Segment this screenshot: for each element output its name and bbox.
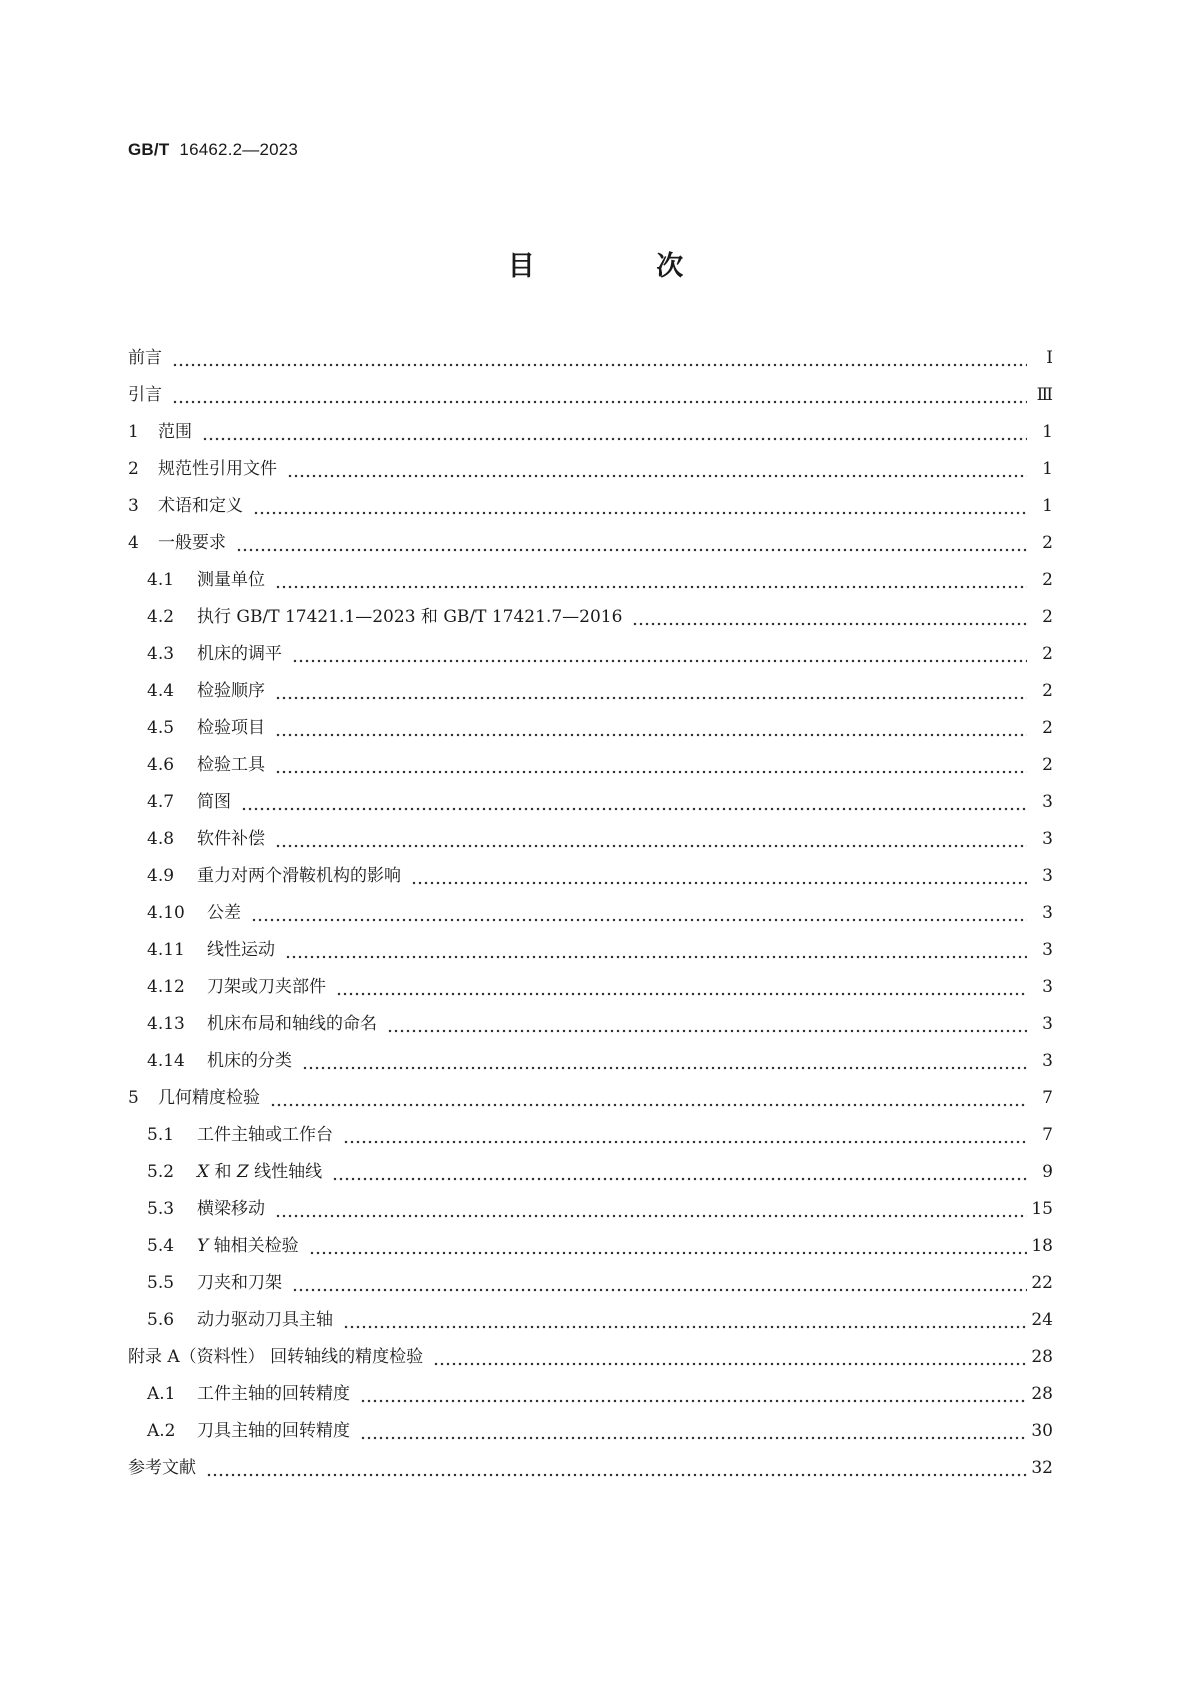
toc-entry[interactable] — [128, 969, 1053, 1006]
toc-entry-label: 动力驱动刀具主轴 — [197, 1310, 333, 1330]
toc-entry[interactable] — [128, 488, 1053, 525]
toc-entry-number: 4.4 — [147, 681, 175, 701]
dot-leader — [275, 1191, 1027, 1228]
toc-entry-page: 3 — [1042, 903, 1053, 923]
toc-entry[interactable] — [128, 858, 1053, 895]
toc-entry-label: 规范性引用文件 — [158, 459, 277, 479]
toc-entry-page: 1 — [1042, 496, 1053, 516]
dot-leader — [275, 747, 1027, 784]
dot-leader — [285, 932, 1027, 969]
toc-entry-label: 公差 — [207, 903, 241, 923]
dot-leader — [236, 525, 1027, 562]
dot-leader — [172, 377, 1027, 414]
toc-entry-label: 软件补偿 — [197, 829, 265, 849]
toc-entry[interactable] — [128, 784, 1053, 821]
toc-entry-page: 28 — [1031, 1384, 1053, 1404]
toc-entry-number: 4.10 — [147, 903, 185, 923]
toc-entry-number: 5.6 — [147, 1310, 175, 1330]
toc-entry[interactable] — [128, 1265, 1053, 1302]
dot-leader — [309, 1228, 1027, 1265]
dot-leader — [270, 1080, 1027, 1117]
toc-entry-label: 几何精度检验 — [158, 1088, 260, 1108]
toc-entry[interactable] — [128, 451, 1053, 488]
toc-entry-label: 刀夹和刀架 — [197, 1273, 282, 1293]
toc-entry-number: 4.6 — [147, 755, 175, 775]
dot-leader — [632, 599, 1027, 636]
toc-entry-page: 32 — [1031, 1458, 1053, 1478]
toc-entry-label: 附录 A（资料性） 回转轴线的精度检验 — [128, 1347, 424, 1367]
toc-entry[interactable] — [128, 1228, 1053, 1265]
toc-entry-label: 工件主轴或工作台 — [197, 1125, 333, 1145]
toc-entry-page: 2 — [1042, 681, 1053, 701]
toc-entry-page: 30 — [1031, 1421, 1053, 1441]
toc-entry[interactable] — [128, 710, 1053, 747]
toc-entry-label: 刀架或刀夹部件 — [207, 977, 326, 997]
toc-entry-number: 5.4 — [147, 1236, 175, 1256]
toc-entry-label: 检验顺序 — [197, 681, 265, 701]
toc-entry[interactable] — [128, 340, 1053, 377]
toc-entry-page: 2 — [1042, 533, 1053, 553]
toc-entry-page: 3 — [1042, 940, 1053, 960]
toc-entry[interactable] — [128, 636, 1053, 673]
toc-entry-page: 3 — [1042, 1051, 1053, 1071]
toc-entry-number: 4 — [128, 533, 139, 553]
toc-entry-number: 5.5 — [147, 1273, 175, 1293]
toc-entry-label: 线性运动 — [207, 940, 275, 960]
toc-entry-page: 24 — [1031, 1310, 1053, 1330]
toc-entry-page: 2 — [1042, 570, 1053, 590]
toc-entry-page: 2 — [1042, 607, 1053, 627]
toc-entry-number: 4.11 — [147, 940, 185, 960]
toc-entry-number: A.1 — [147, 1384, 176, 1404]
toc-entry-page: 7 — [1042, 1125, 1053, 1145]
dot-leader — [360, 1413, 1027, 1450]
toc-entry-label: 范围 — [158, 422, 192, 442]
toc-entry-number: 4.13 — [147, 1014, 185, 1034]
dot-leader — [253, 488, 1027, 525]
dot-leader — [287, 451, 1027, 488]
toc-entry-number: 4.7 — [147, 792, 175, 812]
toc-entry-number: 5.3 — [147, 1199, 175, 1219]
toc-entry-number: 4.2 — [147, 607, 175, 627]
toc-entry-page: 15 — [1031, 1199, 1053, 1219]
toc-entry-number: 5.1 — [147, 1125, 175, 1145]
dot-leader — [360, 1376, 1027, 1413]
toc-entry[interactable] — [128, 377, 1053, 414]
dot-leader — [387, 1006, 1027, 1043]
toc-entry[interactable] — [128, 1117, 1053, 1154]
toc-entry[interactable] — [128, 821, 1053, 858]
toc-entry[interactable] — [128, 1376, 1053, 1413]
toc-entry-label: 前言 — [128, 348, 162, 368]
toc-entry-page: 1 — [1042, 422, 1053, 442]
toc-entry-page: 7 — [1042, 1088, 1053, 1108]
standard-number: 16462.2—2023 — [179, 140, 299, 159]
dot-leader — [292, 1265, 1027, 1302]
toc-entry-label: 参考文献 — [128, 1458, 196, 1478]
toc-entry[interactable] — [128, 1080, 1053, 1117]
toc-entry-page: 28 — [1031, 1347, 1053, 1367]
toc-entry-label: 执行 GB/T 17421.1—2023 和 GB/T 17421.7—2016 — [197, 607, 623, 627]
toc-entry-page: 1 — [1042, 459, 1053, 479]
toc-entry[interactable] — [128, 1043, 1053, 1080]
toc-entry[interactable] — [128, 673, 1053, 710]
toc-entry-page: 3 — [1042, 977, 1053, 997]
toc-entry-page: 22 — [1031, 1273, 1053, 1293]
toc-entry[interactable] — [128, 1006, 1053, 1043]
toc-entry[interactable] — [128, 1302, 1053, 1339]
toc-entry-page: 2 — [1042, 644, 1053, 664]
toc-entry-label: 检验项目 — [197, 718, 265, 738]
toc-entry-number: 4.8 — [147, 829, 175, 849]
toc-entry-label: 术语和定义 — [158, 496, 243, 516]
toc-entry-page: 9 — [1042, 1162, 1053, 1182]
toc-entry-label: 测量单位 — [197, 570, 265, 590]
toc-entry-number: 3 — [128, 496, 139, 516]
toc-entry-label: 机床布局和轴线的命名 — [207, 1014, 377, 1034]
toc-entry-number: 1 — [128, 422, 139, 442]
dot-leader — [241, 784, 1027, 821]
dot-leader — [292, 636, 1027, 673]
toc-entry-label: 检验工具 — [197, 755, 265, 775]
toc-entry-label: X 和 Z 线性轴线 — [197, 1162, 323, 1182]
dot-leader — [172, 340, 1027, 377]
toc-title: 目 次 — [507, 251, 740, 282]
toc-entry[interactable] — [128, 932, 1053, 969]
dot-leader — [275, 821, 1027, 858]
toc-entry-number: 4.9 — [147, 866, 175, 886]
toc-entry-page: 3 — [1042, 1014, 1053, 1034]
dot-leader — [275, 673, 1027, 710]
dot-leader — [206, 1450, 1027, 1487]
toc-entry-label: 一般要求 — [158, 533, 226, 553]
toc-entry-page: 3 — [1042, 792, 1053, 812]
toc-entry-label: Y 轴相关检验 — [197, 1236, 299, 1256]
toc-entry[interactable] — [128, 1413, 1053, 1450]
toc-entry[interactable] — [128, 1191, 1053, 1228]
dot-leader — [251, 895, 1027, 932]
toc-entry-page: 2 — [1042, 755, 1053, 775]
toc-entry[interactable] — [128, 895, 1053, 932]
toc-entry[interactable] — [128, 1450, 1053, 1487]
toc-entry-number: 5 — [128, 1088, 139, 1108]
dot-leader — [332, 1154, 1027, 1191]
dot-leader — [433, 1339, 1027, 1376]
toc-entry-page: Ⅰ — [1046, 348, 1053, 368]
toc-entry-label: 工件主轴的回转精度 — [197, 1384, 350, 1404]
toc-entry[interactable] — [128, 525, 1053, 562]
toc-entry-number: 4.3 — [147, 644, 175, 664]
toc-entry-label: 引言 — [128, 385, 162, 405]
dot-leader — [336, 969, 1027, 1006]
toc-entry-label: 刀具主轴的回转精度 — [197, 1421, 350, 1441]
toc-entry-number: 4.12 — [147, 977, 185, 997]
standard-code — [128, 140, 298, 160]
toc-entry[interactable] — [128, 747, 1053, 784]
toc-entry[interactable] — [128, 599, 1053, 636]
toc-entry-label: 机床的调平 — [197, 644, 282, 664]
toc-entry-label: 重力对两个滑鞍机构的影响 — [197, 866, 401, 886]
toc-entry[interactable] — [128, 562, 1053, 599]
dot-leader — [202, 414, 1027, 451]
toc-entry-number: 4.1 — [147, 570, 175, 590]
dot-leader — [302, 1043, 1027, 1080]
dot-leader — [275, 562, 1027, 599]
toc-entry-label: 简图 — [197, 792, 231, 812]
toc-entry-page: Ⅲ — [1036, 385, 1053, 405]
toc-entry-label: 机床的分类 — [207, 1051, 292, 1071]
toc-entry-page: 3 — [1042, 866, 1053, 886]
table-of-contents — [128, 340, 1053, 1487]
dot-leader — [343, 1117, 1027, 1154]
dot-leader — [411, 858, 1027, 895]
toc-entry-number: 4.5 — [147, 718, 175, 738]
toc-entry-label: 横梁移动 — [197, 1199, 265, 1219]
dot-leader — [275, 710, 1027, 747]
dot-leader — [343, 1302, 1027, 1339]
toc-entry-page: 2 — [1042, 718, 1053, 738]
toc-entry-page: 18 — [1031, 1236, 1053, 1256]
toc-entry-number: 4.14 — [147, 1051, 185, 1071]
toc-entry[interactable] — [128, 414, 1053, 451]
standard-prefix: GB/T — [128, 140, 170, 159]
toc-entry[interactable] — [128, 1154, 1053, 1191]
toc-entry[interactable] — [128, 1339, 1053, 1376]
toc-entry-page: 3 — [1042, 829, 1053, 849]
toc-entry-number: A.2 — [147, 1421, 176, 1441]
toc-entry-number: 5.2 — [147, 1162, 175, 1182]
toc-entry-number: 2 — [128, 459, 139, 479]
